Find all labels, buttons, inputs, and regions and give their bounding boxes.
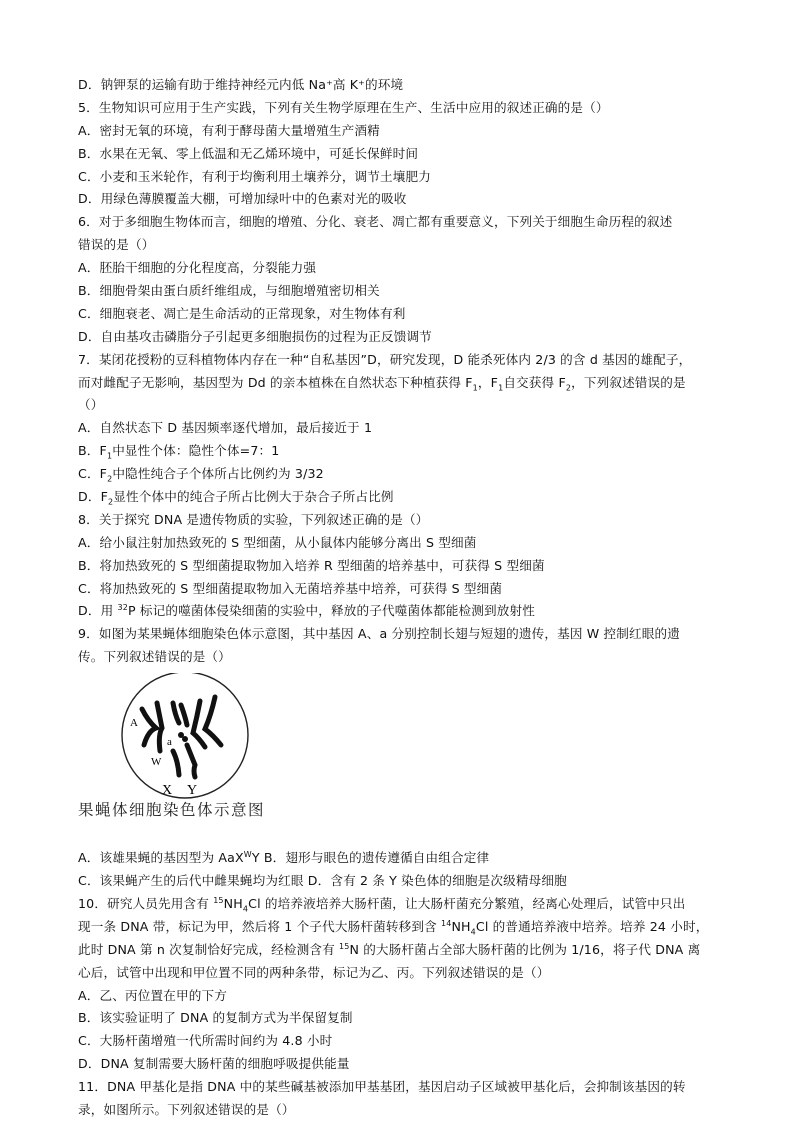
chromosome-left-1 (142, 709, 156, 745)
q10-option-d: D．DNA 复制需要大肠杆菌的细胞呼吸提供能量 (78, 1056, 350, 1072)
q11-stem-line2: 录，如图所示。下列叙述错误的是（） (78, 1101, 295, 1117)
q9-options-ab: A．该雄果蝇的基因型为 AaX$^W$Y B．翅形与眼色的遗传遵循自由组合定律 (78, 849, 490, 866)
gene-label-a: a (167, 736, 172, 749)
exam-page (78, 74, 728, 1122)
q8-option-b: B．将加热致死的 S 型细菌提取物加入培养 R 型细菌的培养基中，可获得 S 型细菌 (78, 557, 545, 573)
chromosome-right-2 (205, 697, 221, 745)
q6-option-c: C．细胞衰老、凋亡是生命活动的正常现象，对生物体有利 (78, 305, 406, 321)
q5-stem: 5．生物知识可应用于生产实践，下列有关生物学原理在生产、生活中应用的叙述正确的是（） (78, 99, 609, 115)
cell-outline (122, 673, 248, 798)
q8-option-d: D．用 $^{32}$P 标记的噬菌体侵染细菌的实验中，释放的子代噬菌体都能检测到放射性 (78, 603, 535, 619)
q9-options-cd: C．该果蝇产生的后代中雌果蝇均为红眼 D．含有 2 条 Y 染色体的细胞是次级精母细胞 (78, 873, 567, 889)
q7-option-c: C．$F_2$中隐性纯合子个体所占比例约为 3/32 (78, 466, 324, 484)
q8-stem: 8．关于探究 DNA 是遗传物质的实验，下列叙述正确的是（） (78, 511, 429, 527)
q8-option-a: A．给小鼠注射加热致死的 S 型细菌，从小鼠体内能够分离出 S 型细菌 (78, 534, 477, 550)
q6-option-a: A．胚胎干细胞的分化程度高，分裂能力强 (78, 260, 317, 276)
q6-option-d: D．自由基攻击磷脂分子引起更多细胞损伤的过程为正反馈调节 (78, 328, 432, 344)
q10-stem-line4: 心后，试管中出现和甲位置不同的两种条带，标记为乙、丙。下列叙述错误的是（） (78, 964, 550, 980)
q10-option-c: C．大肠杆菌增殖一代所需时间约为 4.8 小时 (78, 1033, 333, 1049)
q7-stem-line1: 7．某闭花授粉的豆科植物体内存在一种“自私基因”D，研究发现，D 能杀死体内 2/3 的含 d 基因的雄配子， (78, 351, 692, 367)
q10-option-a: A．乙、丙位置在甲的下方 (78, 987, 227, 1003)
q5-option-b: B．水果在无氧、零上低温和无乙烯环境中，可延长保鲜时间 (78, 145, 419, 161)
q10-stem-line1: 10．研究人员先用含有 $^{15}NH_4Cl$ 的培养液培养大肠杆菌，让大肠杆菌充分繁殖，经离心处理后，试管中只出 (78, 895, 686, 914)
chromosome-mid-1 (173, 703, 179, 723)
q9-stem-line1: 9．如图为某果蝇体细胞染色体示意图，其中基因 A、a 分别控制长翅与短翅的遗传，基因 W 控制红眼的遗 (78, 626, 680, 642)
q7-stem-line3: （） (78, 397, 104, 413)
q5-option-a: A．密封无氧的环境，有利于酵母菌大量增殖生产酒精 (78, 122, 380, 138)
q4-option-d: D．钠钾泵的运输有助于维持神经元内低 Na⁺高 K⁺的环境 (78, 77, 404, 92)
chromosome-dot-2 (182, 736, 188, 742)
chromosome-x (173, 751, 179, 775)
chromosome-diagram (115, 673, 255, 801)
chromosome-mid-2 (181, 705, 187, 725)
chromosome-y (187, 745, 195, 777)
q10-stem-line2: 现一条 DNA 带，标记为甲，然后将 1 个子代大肠杆菌转移到含 $^{14}NH_4Cl$ 的普通培养液中培养。培养 24 小时， (78, 918, 709, 937)
gene-label-W: W (151, 756, 162, 769)
q7-option-a: A．自然状态下 D 基因频率逐代增加，最后接近于 1 (78, 420, 373, 436)
figure-caption: 果蝇体细胞染色体示意图 (78, 801, 266, 820)
chromosome-figure (78, 669, 728, 847)
chromosome-right-1 (193, 701, 205, 747)
q5-option-d: D．用绿色薄膜覆盖大棚，可增加绿叶中的色素对光的吸收 (78, 191, 407, 207)
q6-stem-line2: 错误的是（） (78, 237, 155, 253)
q10-stem-line3: 此时 DNA 第 n 次复制恰好完成，经检测含有 $^{15}$N 的大肠杆菌占全部大肠杆菌的比例为 1/16，将子代 DNA 离 (78, 941, 701, 957)
q6-option-b: B．细胞骨架由蛋白质纤维组成，与细胞增殖密切相关 (78, 283, 380, 299)
q9-stem-line2: 传。下列叙述错误的是（） (78, 649, 231, 665)
q7-option-b: B．$F_1$中显性个体：隐性个体=7：1 (78, 443, 280, 461)
q11-stem-line1: 11．DNA 甲基化是指 DNA 中的某些碱基被添加甲基基团，基因启动子区域被甲基化后，会抑制该基因的转 (78, 1079, 686, 1095)
q6-stem-line1: 6．对于多细胞生物体而言，细胞的增殖、分化、衰老、凋亡都有重要意义，下列关于细胞生命历程的叙述 (78, 214, 673, 230)
q7-option-d: D．$F_2$显性个体中的纯合子所占比例大于杂合子所占比例 (78, 489, 394, 507)
q10-option-b: B．该实验证明了 DNA 的复制方式为半保留复制 (78, 1010, 353, 1026)
chromosome-label-X: X (162, 783, 173, 799)
q7-stem-line2: 而对雌配子无影响，基因型为 Dd 的亲本植株在自然状态下种植获得 $F_1$，$F_1$自交获得 $F_2$，下列叙述错误的是 (78, 374, 686, 393)
q8-option-c: C．将加热致死的 S 型细菌提取物加入无菌培养基中培养，可获得 S 型细菌 (78, 580, 503, 596)
chromosome-label-Y: Y (187, 783, 198, 799)
gene-label-A: A (130, 717, 138, 730)
q5-option-c: C．小麦和玉米轮作，有利于均衡利用土壤养分，调节土壤肥力 (78, 168, 432, 184)
